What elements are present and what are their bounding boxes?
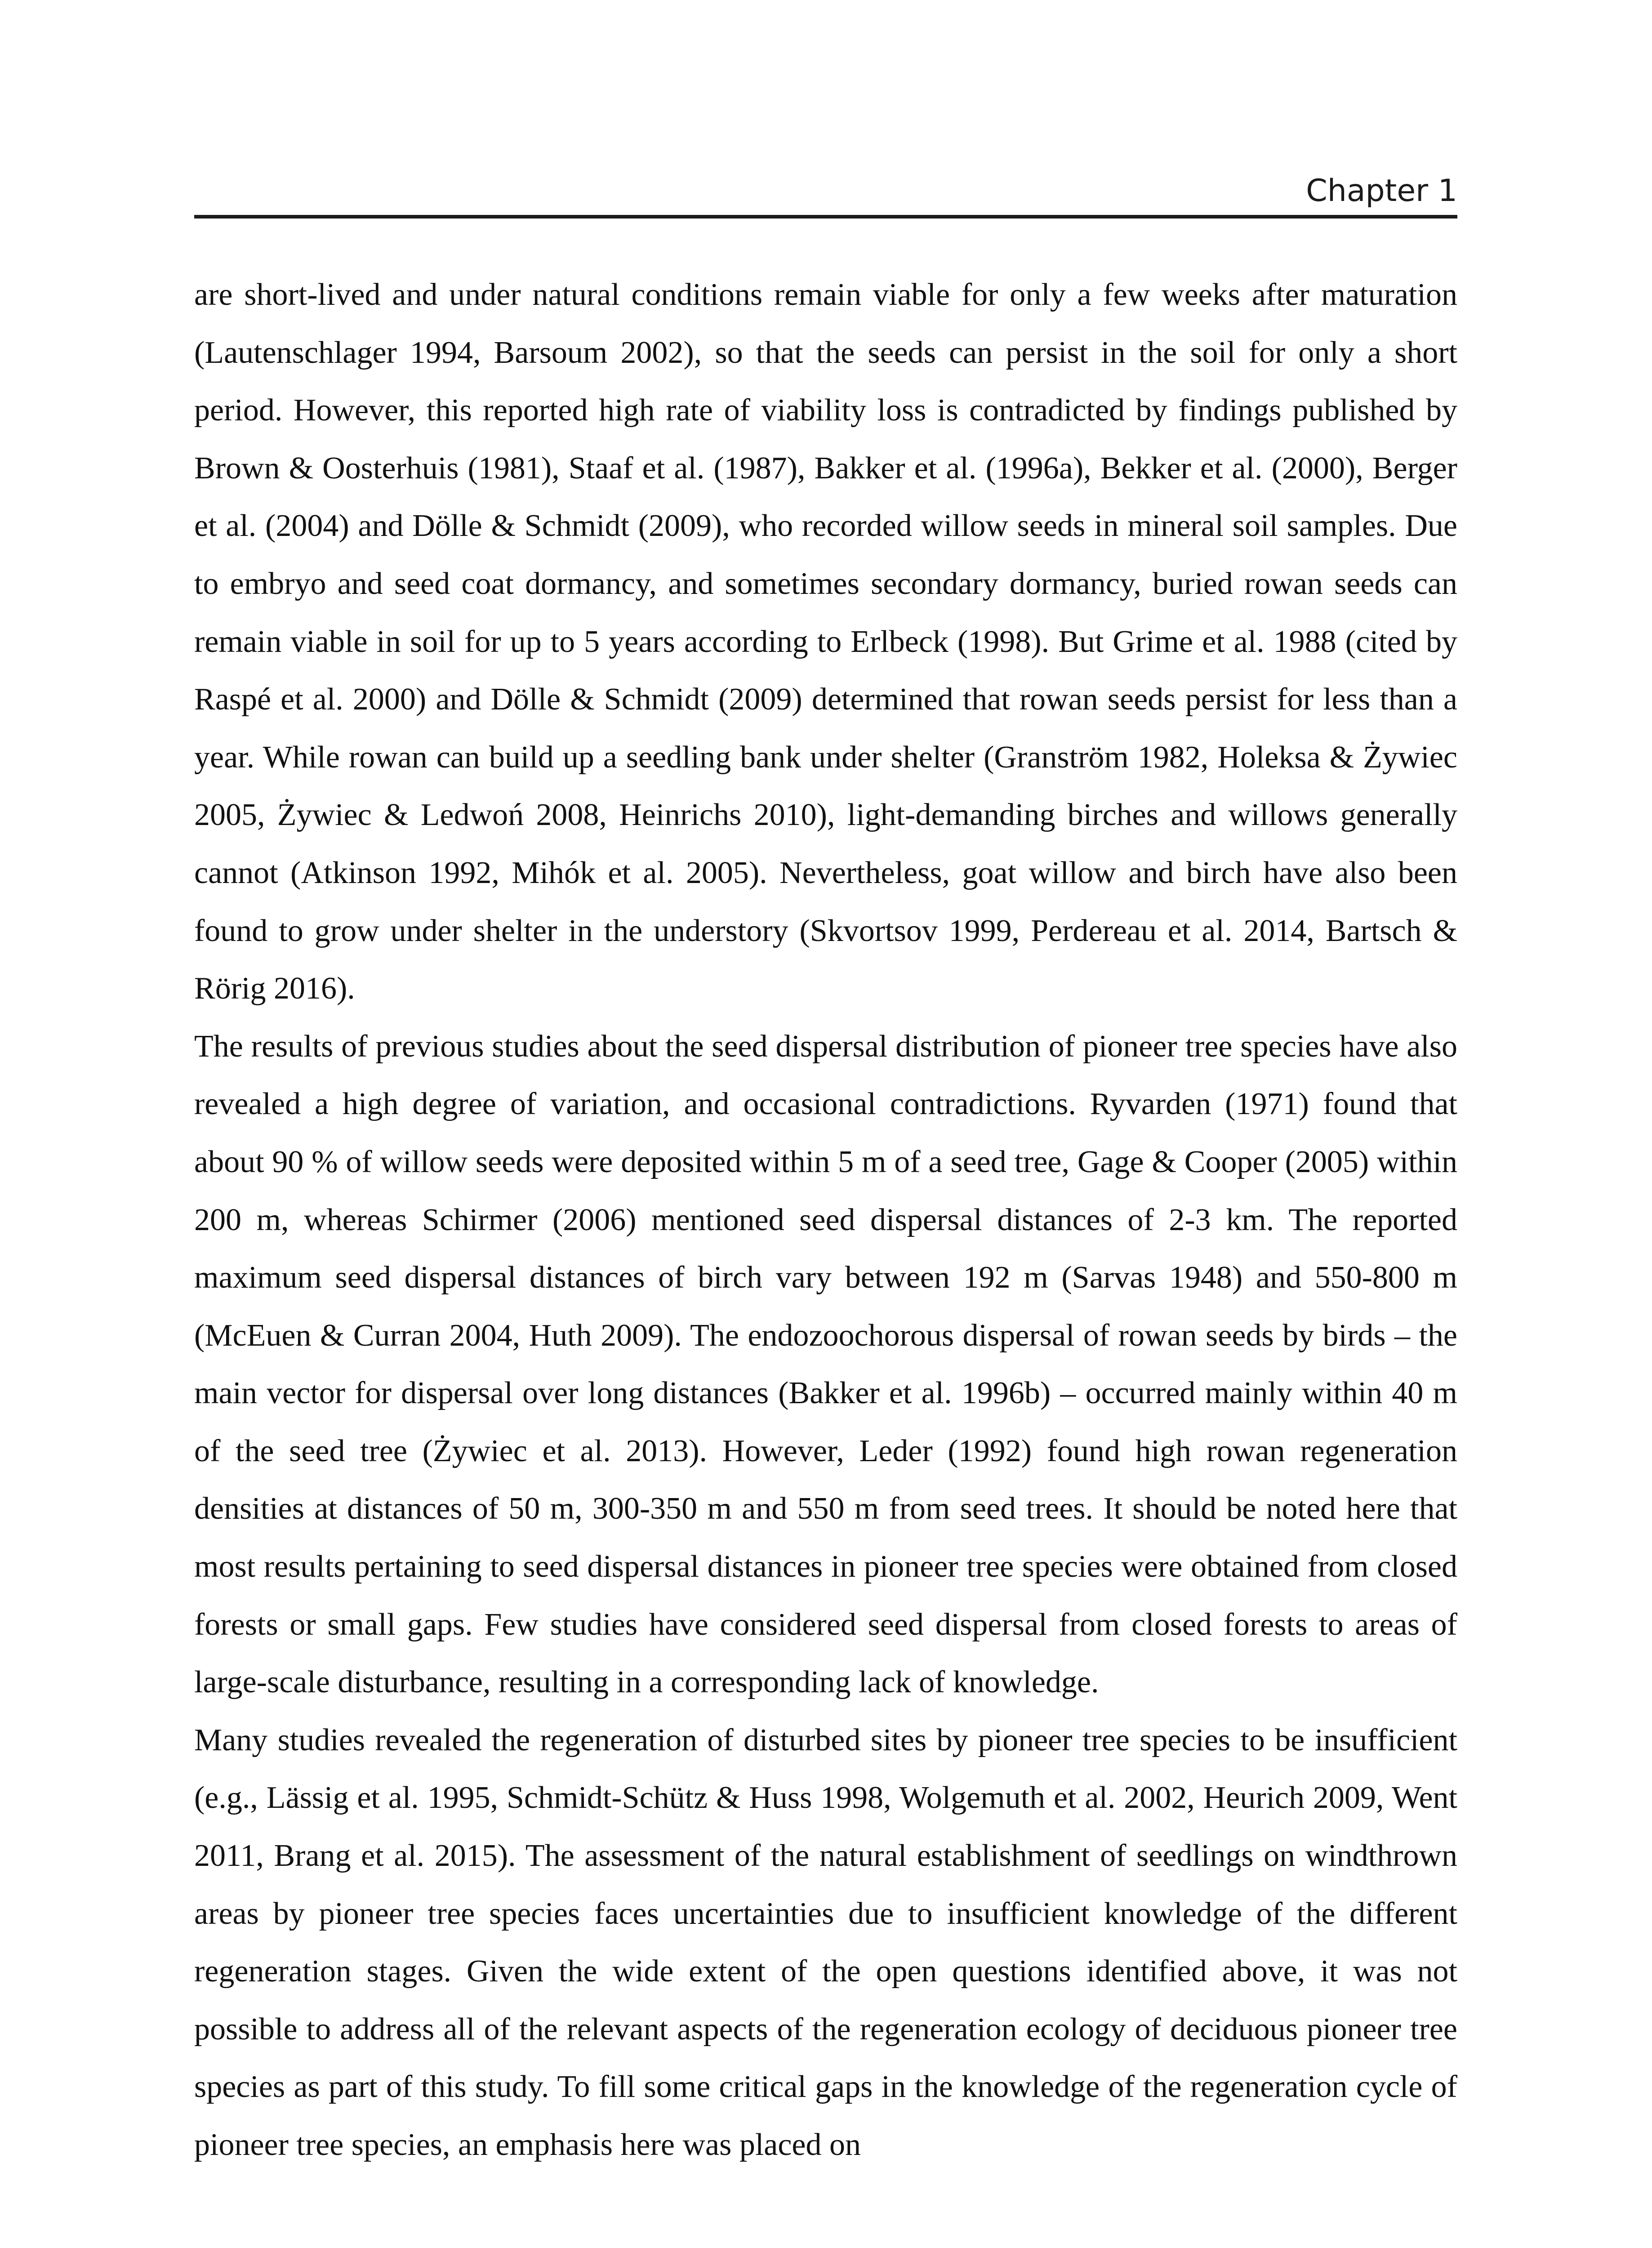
header-rule bbox=[194, 215, 1457, 219]
paragraph-3: Many studies revealed the regeneration of disturbed sites by pioneer tree species to be insufficient (e.g., Lässig et al. 1995, Schmidt-Schütz & Huss 1998, Wolgemuth et al. 2002, Heurich 2009, Went 2011, Brang et al. 2015). The assessment of the natural establishment of seedlings on windthrown areas by pioneer tree species faces uncertainties due to insufficient knowledge of the different regeneration stages. Given the wide extent of the open questions identified above, it was not possible to address all of the relevant aspects of the regeneration ecology of deciduous pioneer tree species as part of this study. To fill some critical gaps in the knowledge of the regeneration cycle of pioneer tree species, an emphasis here was placed on bbox=[194, 1722, 1457, 2162]
paragraph-1: are short-lived and under natural conditions remain viable for only a few weeks after maturation (Lautenschlager 1994, Barsoum 2002), so that the seeds can persist in the soil for only a short period. However, this reported high rate of viability loss is contradicted by findings published by Brown & Oosterhuis (1981), Staaf et al. (1987), Bakker et al. (1996a), Bekker et al. (2000), Berger et al. (2004) and Dölle & Schmidt (2009), who recorded willow seeds in mineral soil samples. Due to embryo and seed coat dormancy, and sometimes secondary dormancy, buried rowan seeds can remain viable in soil for up to 5 years according to Erlbeck (1998). But Grime et al. 1988 (cited by Raspé et al. 2000) and Dölle & Schmidt (2009) determined that rowan seeds persist for less than a year. While rowan can build up a seedling bank under shelter (Granström 1982, Holeksa & Żywiec 2005, Żywiec & Ledwoń 2008, Heinrichs 2010), light-demanding birches and willows generally cannot (Atkinson 1992, Mihók et al. 2005). Nevertheless, goat willow and birch have also been found to grow under shelter in the understory (Skvortsov 1999, Perdereau et al. 2014, Bartsch & Rörig 2016). bbox=[194, 277, 1457, 1006]
body-text bbox=[194, 266, 1457, 2174]
paragraph-2: The results of previous studies about the seed dispersal distribution of pioneer tree species have also revealed a high degree of variation, and occasional contradictions. Ryvarden (1971) found that about 90 % of willow seeds were deposited within 5 m of a seed tree, Gage & Cooper (2005) within 200 m, whereas Schirmer (2006) mentioned seed dispersal distances of 2-3 km. The reported maximum seed dispersal distances of birch vary between 192 m (Sarvas 1948) and 550-800 m (McEuen & Curran 2004, Huth 2009). The endozoochorous dispersal of rowan seeds by birds – the main vector for dispersal over long distances (Bakker et al. 1996b) – occurred mainly within 40 m of the seed tree (Żywiec et al. 2013). However, Leder (1992) found high rowan regeneration densities at distances of 50 m, 300-350 m and 550 m from seed trees. It should be noted here that most results pertaining to seed dispersal distances in pioneer tree species were obtained from closed forests or small gaps. Few studies have considered seed dispersal from closed forests to areas of large-scale disturbance, resulting in a corresponding lack of knowledge. bbox=[194, 1029, 1457, 1700]
running-header: Chapter 1 bbox=[1306, 173, 1457, 209]
